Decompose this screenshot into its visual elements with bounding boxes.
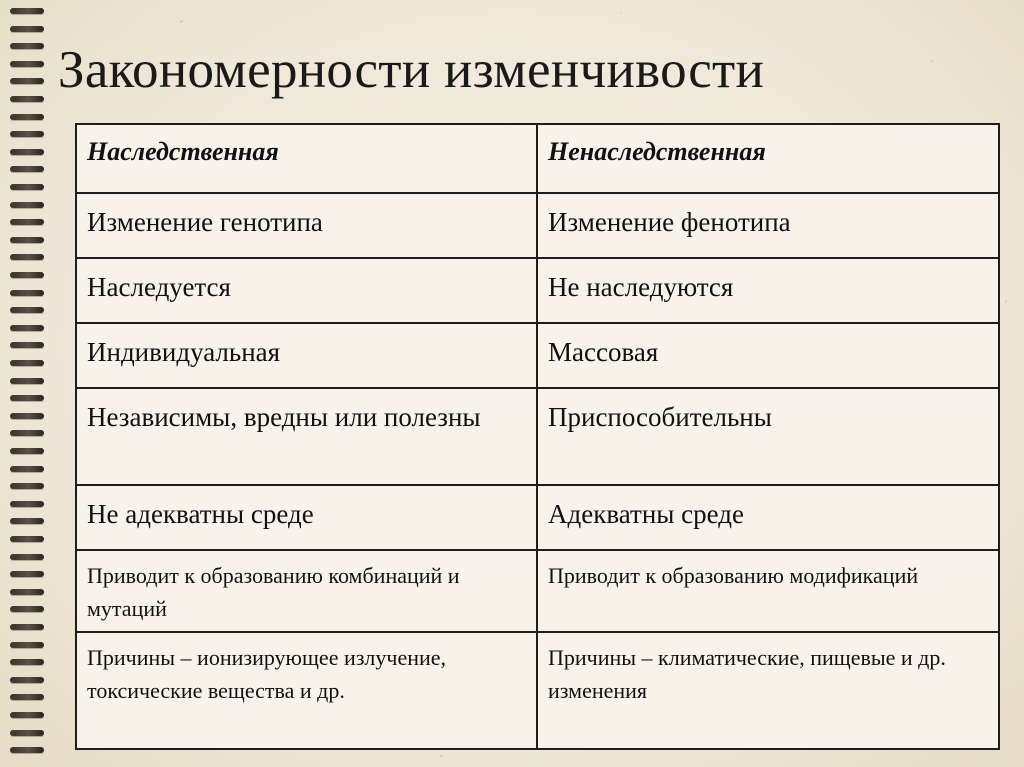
paper-speckle [440, 755, 443, 757]
header-hereditary: Наследственная [76, 124, 537, 193]
binding-hole [10, 395, 44, 401]
binding-hole [10, 131, 44, 137]
binding-hole [10, 413, 44, 419]
binding-hole [10, 166, 44, 172]
binding-hole [10, 518, 44, 524]
binding-hole [10, 694, 44, 700]
binding-hole [10, 237, 44, 243]
binding-hole [10, 272, 44, 278]
binding-hole [10, 730, 44, 736]
binding-hole [10, 659, 44, 665]
table-cell: Причины – ионизирующее излучение, токсические вещества и др. [76, 632, 537, 749]
binding-hole [10, 589, 44, 595]
paper-speckle [930, 60, 933, 62]
table-cell: Не адекватны среде [76, 485, 537, 550]
binding-hole [10, 642, 44, 648]
binding-hole [10, 360, 44, 366]
binding-hole [10, 342, 44, 348]
binding-hole [10, 219, 44, 225]
header-non-hereditary: Ненаследственная [537, 124, 999, 193]
binding-hole [10, 606, 44, 612]
binding-hole [10, 43, 44, 49]
table-cell: Приспособительны [537, 388, 999, 485]
table-row [76, 485, 999, 550]
table-cell: Изменение генотипа [76, 193, 537, 258]
binding-hole [10, 554, 44, 560]
paper-speckle [620, 12, 622, 14]
binding-hole [10, 184, 44, 190]
page-title: Закономерности изменчивости [58, 41, 765, 99]
table-cell: Не наследуются [537, 258, 999, 323]
binding-hole [10, 483, 44, 489]
paper-speckle [180, 20, 183, 23]
binding-hole [10, 254, 44, 260]
binding-hole [10, 61, 44, 67]
binding-hole [10, 624, 44, 630]
binding-hole [10, 114, 44, 120]
binding-hole [10, 571, 44, 577]
binding-hole [10, 307, 44, 313]
binding-hole [10, 325, 44, 331]
table-cell: Изменение фенотипа [537, 193, 999, 258]
table-row [76, 323, 999, 388]
binding-hole [10, 96, 44, 102]
table-cell: Приводит к образованию модификаций [537, 550, 999, 632]
paper-speckle [1005, 300, 1007, 303]
binding-hole [10, 26, 44, 32]
table-cell: Индивидуальная [76, 323, 537, 388]
table-cell: Массовая [537, 323, 999, 388]
spiral-binding [0, 0, 50, 767]
table-cell: Наследуется [76, 258, 537, 323]
binding-hole [10, 149, 44, 155]
table-cell: Независимы, вредны или полезны [76, 388, 537, 485]
table-row [76, 632, 999, 749]
table-cell: Адекватны среде [537, 485, 999, 550]
binding-hole [10, 78, 44, 84]
binding-hole [10, 430, 44, 436]
variability-table [75, 123, 1000, 750]
table-header-row [76, 124, 999, 193]
binding-hole [10, 747, 44, 753]
binding-hole [10, 8, 44, 14]
table-row [76, 550, 999, 632]
binding-hole [10, 202, 44, 208]
binding-hole [10, 448, 44, 454]
binding-hole [10, 290, 44, 296]
binding-hole [10, 677, 44, 683]
binding-hole [10, 466, 44, 472]
table-cell: Причины – климатические, пищевые и др. изменения [537, 632, 999, 749]
table-row [76, 388, 999, 485]
binding-hole [10, 378, 44, 384]
binding-hole [10, 536, 44, 542]
table-row [76, 258, 999, 323]
table-cell: Приводит к образованию комбинаций и мутаций [76, 550, 537, 632]
table-row [76, 193, 999, 258]
binding-hole [10, 712, 44, 718]
binding-hole [10, 501, 44, 507]
